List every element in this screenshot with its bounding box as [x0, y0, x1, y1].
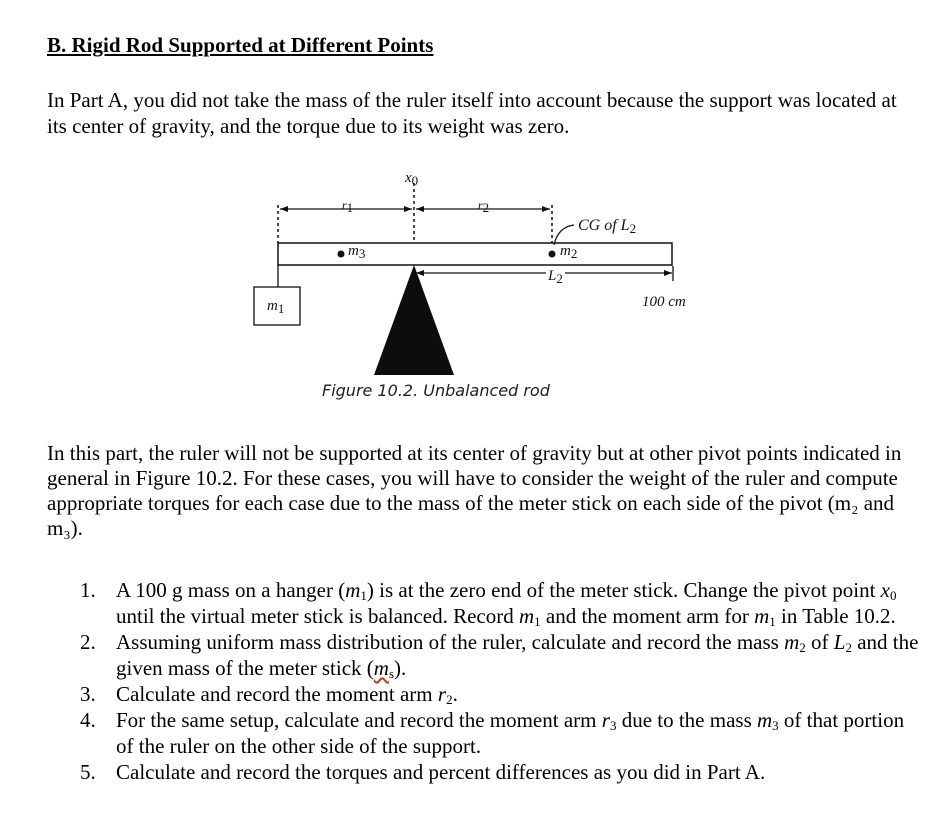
- label-m3: $m_3$: [348, 243, 366, 261]
- list-item: 1. A 100 g mass on a hanger $(m_1)$ is at the zero end of the meter stick. Change the pivot point $x_0$ until the virtual meter stick is balanced. Record $m_1$ and the moment arm for $m_1$ in Table 10.2.: [80, 578, 897, 629]
- figure-caption: Figure 10.2. Unbalanced rod: [322, 381, 550, 400]
- r2-arrowhead-left: [416, 206, 424, 212]
- intro-paragraph: In Part A, you did not take the mass of the ruler itself into account because the support was located at its center of gravity, and the torque due to its weight was zero.: [47, 88, 897, 138]
- list-item: 3. Calculate and record the moment arm $r_2$.: [80, 682, 458, 707]
- label-x0: $x_0$: [405, 170, 419, 188]
- m3-dot: [338, 251, 345, 258]
- r1-arrowhead-left: [280, 206, 288, 212]
- list-item: 5. Calculate and record the torques and percent differences as you did in Part A.: [80, 760, 766, 784]
- list-item: 2. Assuming uniform mass distribution of the ruler, calculate and record the mass $m_2$ of $L_2$ and the given mass of the meter stick $(m_s)$.: [80, 630, 919, 681]
- rod: [278, 243, 672, 265]
- section-heading: B. Rigid Rod Supported at Different Points: [47, 33, 434, 57]
- label-m2: $m_2$: [560, 243, 578, 261]
- ms-variable: $m_s$: [373, 656, 394, 681]
- label-m1: $m_1$: [267, 298, 285, 316]
- pivot-paragraph: In this part, the ruler will not be supported at its center of gravity but at other pivot points indicated in general in Figure 10.2. For these cases, you will have to consider the weight of the ruler and compute appropriate torques for each case due to the mass of the meter stick on each side of the pivot (m₂ and m₃).: [47, 441, 902, 540]
- label-L2: $L_2$: [548, 268, 563, 286]
- m2-dot: [549, 251, 556, 258]
- list-item: 4. For the same setup, calculate and record the moment arm $r_3$ due to the mass $m_3$ of that portion of the ruler on the other side of the support.: [80, 708, 905, 758]
- label-r1: $r_1$: [342, 198, 354, 215]
- cg-leader: [554, 225, 574, 245]
- r2-arrowhead-right: [542, 206, 550, 212]
- label-length: 100 cm: [642, 294, 686, 310]
- pivot-support: [374, 265, 454, 375]
- r1-arrowhead-right: [404, 206, 412, 212]
- figure-unbalanced-rod: [240, 165, 720, 415]
- L2-arrowhead-right: [664, 270, 672, 276]
- label-cg: CG of $L_2$: [578, 217, 637, 236]
- procedure-list: [80, 577, 920, 785]
- label-r2: $r_2$: [478, 198, 490, 215]
